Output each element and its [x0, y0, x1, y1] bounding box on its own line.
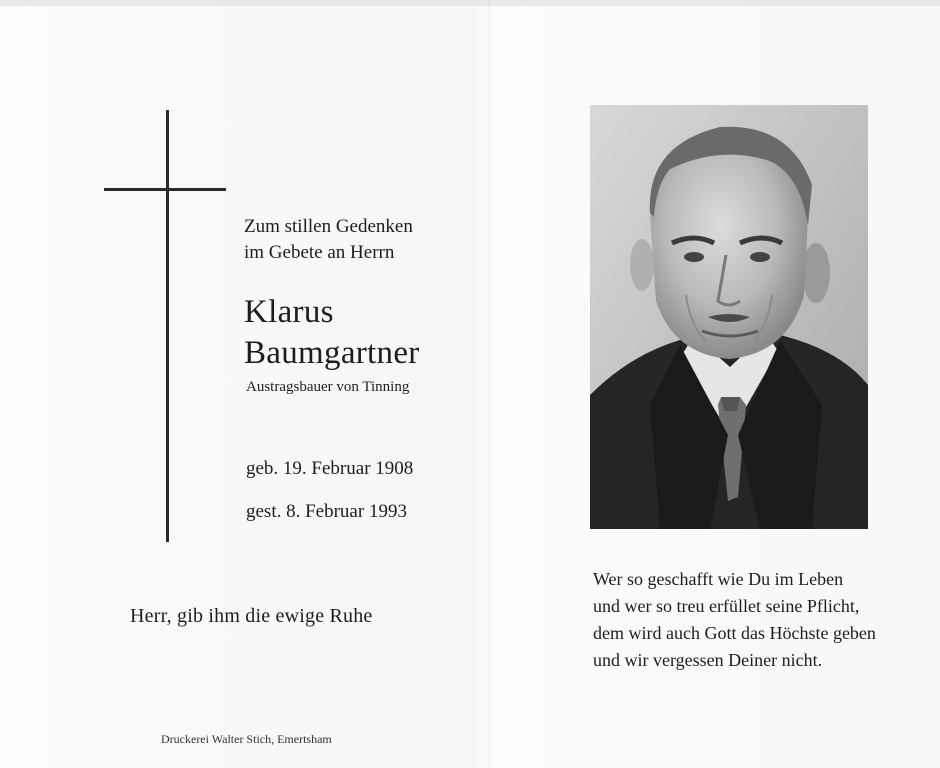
printer-credit: Druckerei Walter Stich, Emertsham — [161, 732, 332, 746]
cross-icon — [166, 110, 169, 542]
prayer-line: Herr, gib ihm die ewige Ruhe — [130, 605, 373, 627]
verse-line-4: und wir vergessen Deiner nicht. — [593, 650, 823, 670]
birth-date: geb. 19. Februar 1908 — [246, 458, 414, 479]
first-name: Klarus — [244, 294, 334, 330]
card-fold — [488, 0, 490, 768]
verse-line-1: Wer so geschafft wie Du im Leben — [593, 569, 844, 589]
portrait-photo — [590, 105, 868, 529]
cross-icon-bar — [104, 188, 226, 191]
occupation: Austragsbauer von Tinning — [246, 379, 410, 395]
last-name: Baumgartner — [244, 335, 420, 371]
intro-line-1: Zum stillen Gedenken — [244, 216, 413, 237]
portrait-image — [590, 105, 868, 529]
death-date: gest. 8. Februar 1993 — [246, 501, 407, 522]
card-top-edge — [0, 0, 940, 6]
intro-line-2: im Gebete an Herrn — [244, 242, 395, 263]
verse-line-2: und wer so treu erfüllet seine Pflicht, — [593, 596, 860, 616]
verse-line-3: dem wird auch Gott das Höchste geben — [593, 623, 876, 643]
